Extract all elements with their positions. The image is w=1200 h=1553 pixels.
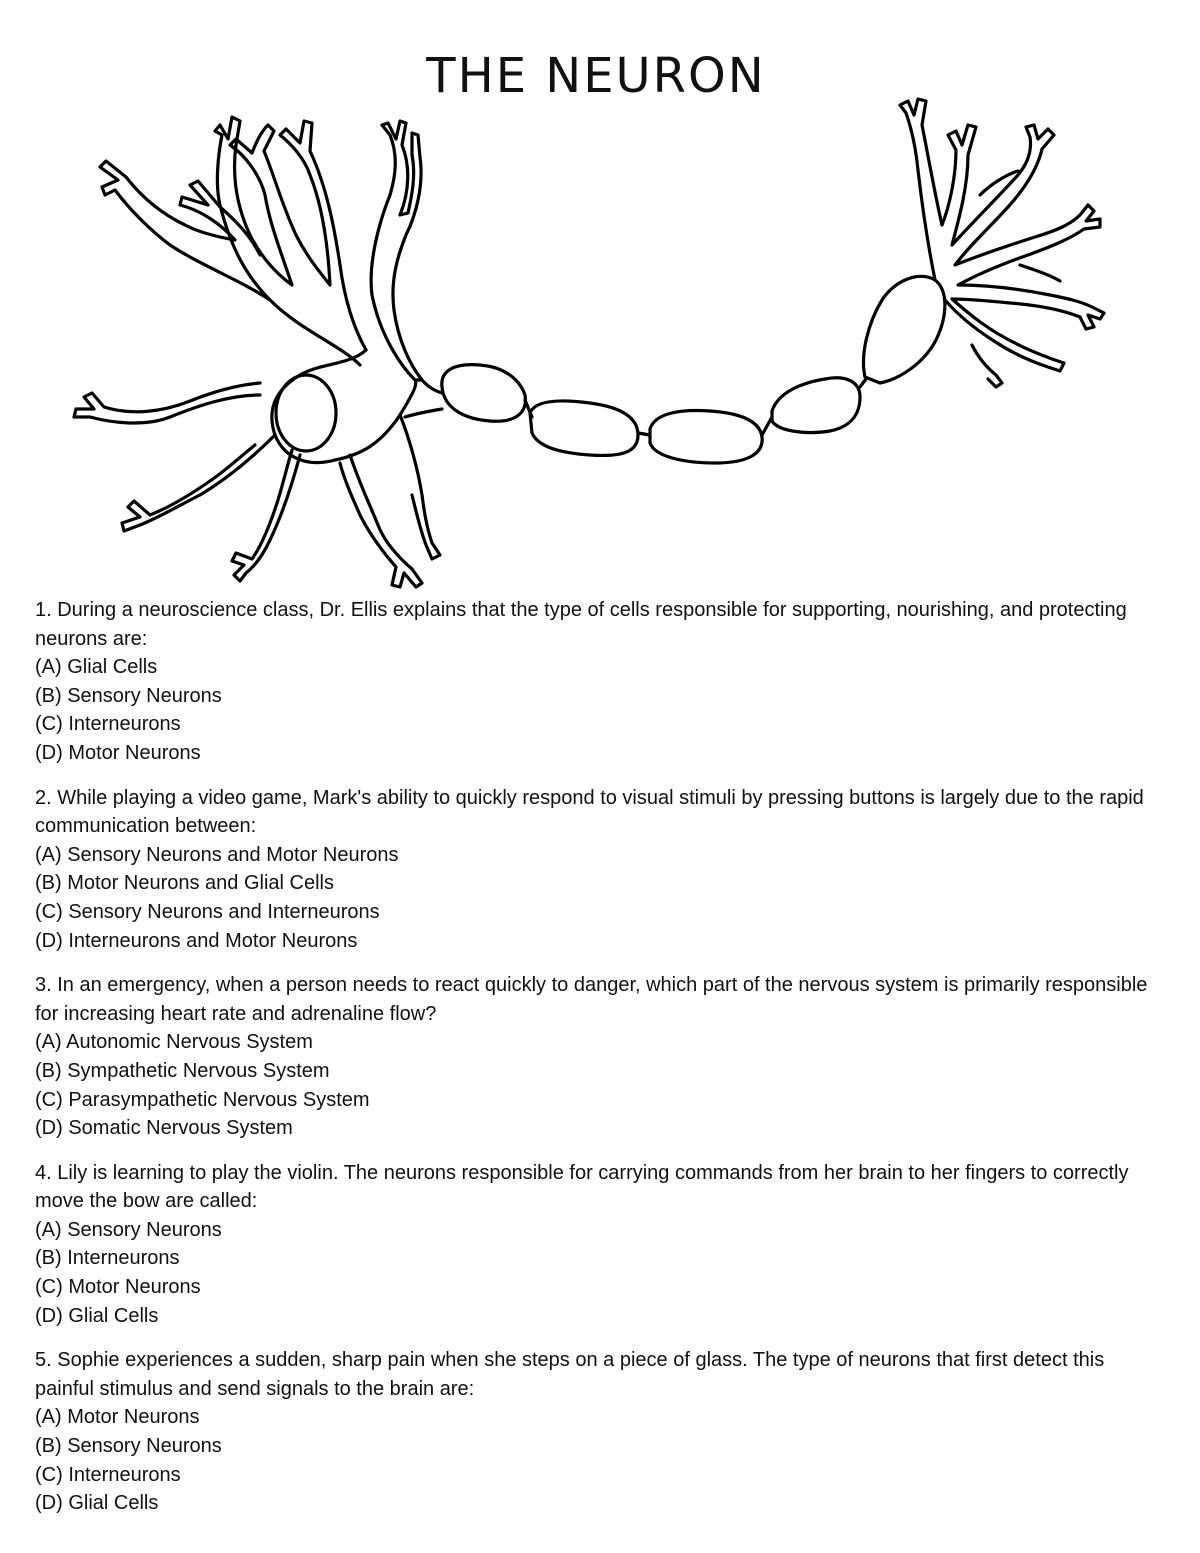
dendrite-left bbox=[74, 383, 260, 423]
option-d: (D) Somatic Nervous System bbox=[35, 1117, 293, 1140]
question-text: 1. During a neuroscience class, Dr. Ellis explains that the type of cells responsible for supporting, nourishing, and protecting neurons are: bbox=[35, 599, 1127, 650]
dendrite-upper-left bbox=[215, 117, 366, 365]
dendrite-lower-center bbox=[232, 450, 300, 581]
option-c: (C) Interneurons bbox=[35, 1463, 181, 1486]
option-a: (A) Sensory Neurons and Motor Neurons bbox=[35, 843, 399, 866]
option-a: (A) Motor Neurons bbox=[35, 1406, 200, 1429]
option-d: (D) Interneurons and Motor Neurons bbox=[35, 929, 358, 952]
option-a: (A) Glial Cells bbox=[35, 656, 158, 679]
question-text: 2. While playing a video game, Mark's ability to quickly respond to visual stimuli by pressing buttons is largely due to the rapid communication between: bbox=[35, 786, 1144, 838]
page-title: THE NEURON bbox=[426, 48, 766, 104]
option-a: (A) Autonomic Nervous System bbox=[35, 1031, 313, 1054]
myelin-segment-5 bbox=[864, 276, 945, 383]
option-b: (B) Motor Neurons and Glial Cells bbox=[35, 872, 334, 895]
soma-outline bbox=[272, 350, 416, 463]
option-a: (A) Sensory Neurons bbox=[35, 1218, 222, 1241]
myelin-segment-2 bbox=[530, 401, 638, 456]
neuron-diagram bbox=[60, 95, 1160, 595]
option-b: (B) Sensory Neurons bbox=[35, 684, 222, 707]
question-1 bbox=[35, 596, 1165, 768]
myelin-segment-3 bbox=[650, 411, 762, 463]
option-c: (C) Interneurons bbox=[35, 713, 181, 736]
option-d: (D) Glial Cells bbox=[35, 1304, 159, 1327]
dendrite-right-lower bbox=[400, 415, 440, 559]
option-c: (C) Sensory Neurons and Interneurons bbox=[35, 900, 380, 923]
option-c: (C) Motor Neurons bbox=[35, 1276, 201, 1299]
option-c: (C) Parasympathetic Nervous System bbox=[35, 1088, 370, 1111]
question-text: 3. In an emergency, when a person needs to react quickly to danger, which part of the nervous system is primarily responsible for increasing heart rate and adrenaline flow? bbox=[35, 974, 1148, 1025]
option-b: (B) Interneurons bbox=[35, 1247, 180, 1270]
dendrite-lower-left bbox=[122, 435, 275, 531]
cell-body-outline bbox=[371, 121, 422, 380]
axon-terminal-branches bbox=[900, 99, 1104, 371]
question-5 bbox=[35, 1346, 1165, 1518]
question-list bbox=[35, 596, 1165, 1534]
question-text: 5. Sophie experiences a sudden, sharp pain when she steps on a piece of glass. The type of neurons that first detect this painful stimulus and send signals to the brain are: bbox=[35, 1349, 1105, 1400]
question-4 bbox=[35, 1159, 1165, 1331]
axon-node-links bbox=[525, 379, 866, 435]
option-d: (D) Glial Cells bbox=[35, 1492, 159, 1515]
question-2 bbox=[35, 784, 1165, 956]
nucleus bbox=[276, 375, 336, 451]
option-b: (B) Sympathetic Nervous System bbox=[35, 1059, 330, 1082]
option-b: (B) Sensory Neurons bbox=[35, 1435, 222, 1458]
myelin-segment-1 bbox=[442, 365, 526, 422]
myelin-segment-4 bbox=[772, 378, 860, 433]
question-3 bbox=[35, 971, 1165, 1143]
dendrite-lower-right bbox=[340, 455, 422, 587]
option-d: (D) Motor Neurons bbox=[35, 741, 201, 764]
dendrite-far-left bbox=[100, 161, 270, 300]
question-text: 4. Lily is learning to play the violin. The neurons responsible for carrying commands from her brain to her fingers to correctly move the bow are called: bbox=[35, 1161, 1129, 1213]
